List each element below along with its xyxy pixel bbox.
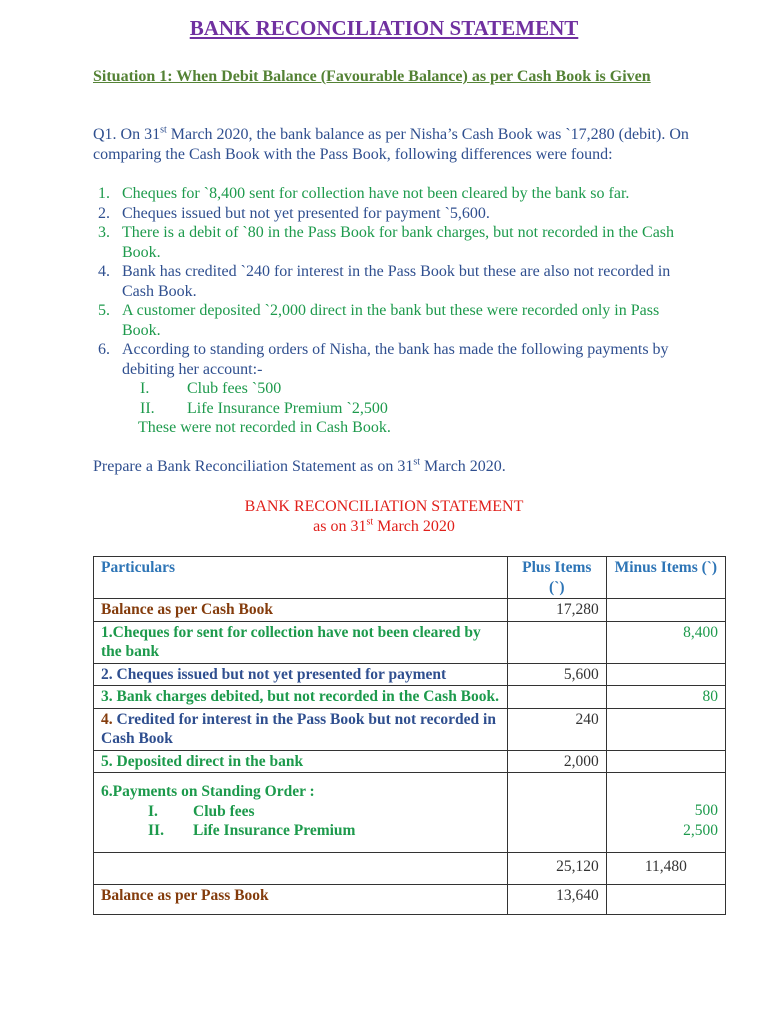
item-number: 4. xyxy=(98,263,110,280)
standing-sub-number: II. xyxy=(148,822,164,839)
table-row xyxy=(94,750,726,773)
row-minus xyxy=(606,884,725,914)
row-text: Deposited direct in the bank xyxy=(112,752,304,770)
standing-sub-number: I. xyxy=(148,802,158,820)
list-item xyxy=(93,301,693,340)
total-plus: 25,120 xyxy=(507,852,606,884)
row-text: Cheques for sent for collection have not been cleared by the bank xyxy=(101,623,481,660)
row-plus: 17,280 xyxy=(507,599,606,622)
standing-sub-amount: 2,500 xyxy=(683,821,718,839)
differences-list xyxy=(93,184,693,438)
row-label xyxy=(94,663,508,686)
row-minus: 80 xyxy=(606,686,725,709)
row-minus xyxy=(606,773,725,853)
question-intro-a: Q1. On 31 xyxy=(93,126,161,143)
row-text: Bank charges debited, but not recorded in the Cash Book. xyxy=(112,688,500,705)
reconciliation-table xyxy=(93,556,726,915)
standing-order-label: 6.Payments on Standing Order : xyxy=(101,783,315,800)
row-prefix: 2. xyxy=(101,665,113,683)
row-text: Cheques issued but not yet presented for payment xyxy=(112,665,447,683)
row-prefix: 4. xyxy=(101,710,113,728)
header-minus-items: Minus Items (`) xyxy=(606,557,725,599)
prepare-sup: st xyxy=(413,456,421,468)
row-plus xyxy=(507,621,606,663)
total-minus: 11,480 xyxy=(606,852,725,884)
standing-sub-amount: 500 xyxy=(694,802,718,819)
table-row xyxy=(94,773,726,853)
row-plus xyxy=(507,773,606,853)
row-prefix: 5. xyxy=(101,752,113,770)
question-intro-b: March 2020, the bank balance as per Nisha’s Cash Book was `17,280 (debit). On comparing the Cash Book with the Pass Book, following differences were found: xyxy=(93,126,689,163)
row-label: Balance as per Cash Book xyxy=(94,599,508,622)
sub-item-number: II. xyxy=(140,399,155,417)
list-item xyxy=(93,184,693,204)
item-text: Cheques issued but not yet presented for payment `5,600. xyxy=(122,204,490,222)
standing-sub-text: Club fees xyxy=(193,802,255,820)
table-totals-row xyxy=(94,852,726,884)
item-number: 3. xyxy=(98,224,110,241)
row-minus: 8,400 xyxy=(606,621,725,663)
statement-date-a: as on 31 xyxy=(313,518,367,535)
statement-date xyxy=(0,517,768,537)
list-item xyxy=(93,223,693,262)
sub-item-text: Life Insurance Premium `2,500 xyxy=(187,399,388,417)
item-number: 1. xyxy=(98,185,110,202)
row-prefix: 1. xyxy=(101,623,113,641)
item-text: A customer deposited `2,000 direct in the bank but these were recorded only in Pass Book. xyxy=(122,302,660,339)
table-row xyxy=(94,621,726,663)
header-particulars: Particulars xyxy=(94,557,508,599)
standing-sub-text: Life Insurance Premium xyxy=(193,822,356,839)
row-minus xyxy=(606,750,725,773)
prepare-instruction xyxy=(93,458,506,476)
row-plus: 13,640 xyxy=(507,884,606,914)
question-intro xyxy=(93,125,693,164)
row-label xyxy=(94,708,508,750)
table-header-row xyxy=(94,557,726,599)
table-row xyxy=(94,663,726,686)
note-text: These were not recorded in Cash Book. xyxy=(138,419,391,436)
table-row xyxy=(94,884,726,914)
prepare-b: March 2020. xyxy=(420,458,506,475)
row-label xyxy=(94,686,508,709)
sub-list-item xyxy=(93,399,693,419)
row-plus: 5,600 xyxy=(507,663,606,686)
list-item xyxy=(93,262,693,301)
list-item xyxy=(93,204,693,224)
row-minus xyxy=(606,599,725,622)
sub-list-item xyxy=(93,379,693,399)
standing-sub-item xyxy=(101,821,500,851)
item-number: 6. xyxy=(98,341,110,358)
item-number: 2. xyxy=(98,204,110,222)
row-minus xyxy=(606,708,725,750)
page-title: BANK RECONCILIATION STATEMENT xyxy=(189,16,579,40)
sub-item-number: I. xyxy=(140,380,150,397)
row-text: Credited for interest in the Pass Book but not recorded in Cash Book xyxy=(101,710,496,747)
prepare-a: Prepare a Bank Reconciliation Statement as on 31 xyxy=(93,458,414,475)
item-text: According to standing orders of Nisha, the bank has made the following payments by debiting her account:- xyxy=(122,341,669,378)
statement-heading xyxy=(0,497,768,537)
item-text: Bank has credited `240 for interest in the Pass Book but these are also not recorded in Cash Book. xyxy=(122,263,671,300)
row-prefix: 3. xyxy=(101,688,113,705)
row-label: Balance as per Pass Book xyxy=(94,884,508,914)
table-row xyxy=(94,686,726,709)
item-text: There is a debit of `80 in the Pass Book for bank charges, but not recorded in the Cash Book. xyxy=(122,224,675,261)
item-text: Cheques for `8,400 sent for collection have not been cleared by the bank so far. xyxy=(122,185,630,202)
totals-label xyxy=(94,852,508,884)
row-label xyxy=(94,773,508,853)
sub-item-text: Club fees `500 xyxy=(187,380,282,397)
row-label xyxy=(94,621,508,663)
table-row xyxy=(94,708,726,750)
row-plus: 2,000 xyxy=(507,750,606,773)
question-intro-sup: st xyxy=(160,124,167,136)
standing-sub-item xyxy=(101,802,500,822)
row-plus xyxy=(507,686,606,709)
header-plus-items: Plus Items (`) xyxy=(507,557,606,599)
table-row xyxy=(94,599,726,622)
row-label xyxy=(94,750,508,773)
row-minus xyxy=(606,663,725,686)
statement-date-sup: st xyxy=(366,516,374,528)
list-item xyxy=(93,340,693,379)
row-plus: 240 xyxy=(507,708,606,750)
statement-title: BANK RECONCILIATION STATEMENT xyxy=(244,498,524,515)
item-number: 5. xyxy=(98,302,110,319)
situation-heading: Situation 1: When Debit Balance (Favourable Balance) as per Cash Book is Given xyxy=(93,68,651,85)
statement-date-b: March 2020 xyxy=(373,518,455,535)
